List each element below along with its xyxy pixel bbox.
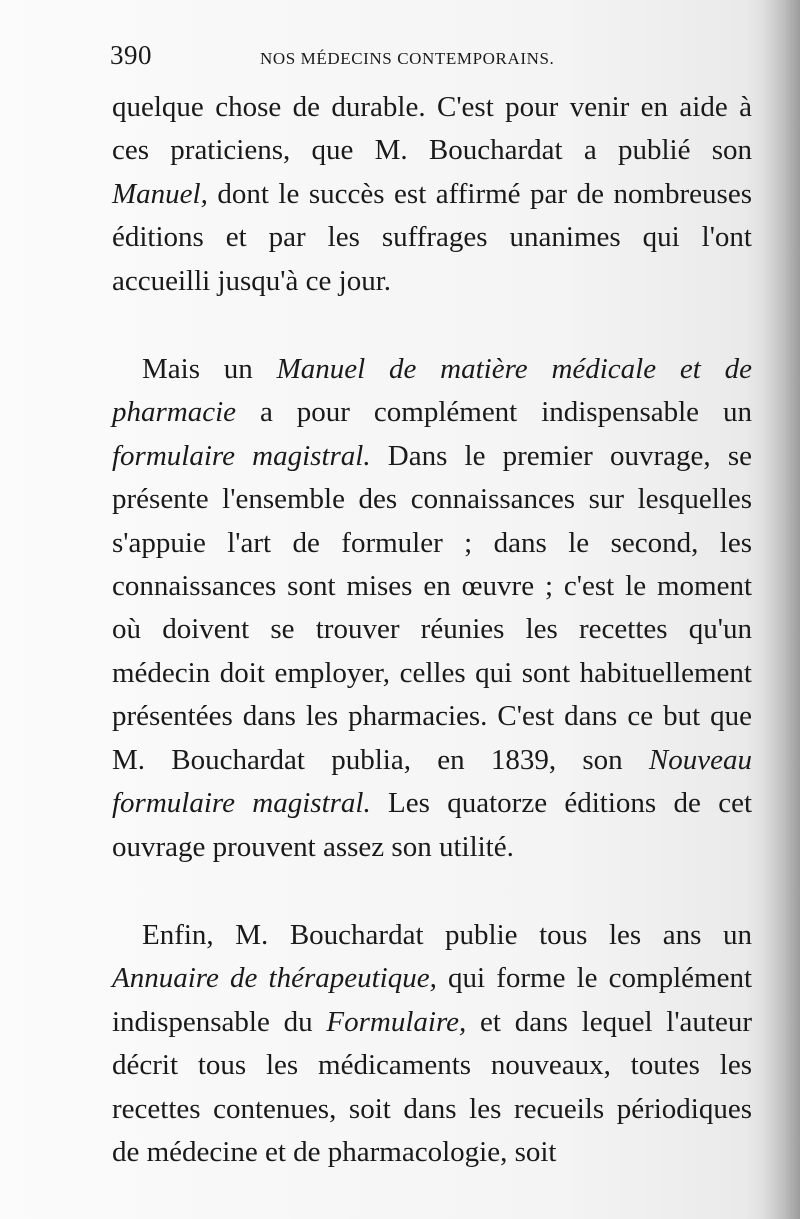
page-header <box>110 40 750 80</box>
paragraph-2-text-2: a pour complément indispensable un <box>236 396 752 429</box>
paragraph-2-text-4: Les quatorze éditions de cet ouvrage prouvent assez son utilité. <box>112 787 752 863</box>
body-text <box>112 86 752 1174</box>
paragraph-1-text-1: quelque chose de durable. C'est pour venir en aide à ces praticiens, que M. Bouchardat a publié son <box>112 91 752 167</box>
paragraph-3-italic-formulaire: Formulaire, <box>326 1005 467 1038</box>
paragraph-1-text-2: dont le succès est affirmé par de nombreuses éditions et par les suffrages unanimes qui l'ont accueilli jusqu'à ce jour. <box>112 177 752 297</box>
paragraph-3-text-1: Enfin, M. Bouchardat publie tous les ans un <box>142 918 752 951</box>
paragraph-1 <box>112 86 752 303</box>
paragraph-3 <box>112 914 752 1174</box>
paragraph-2-text-3: Dans le premier ouvrage, se présente l'ensemble des connaissances sur lesquelles s'appuie l'art de formuler ; dans le second, les connaissances sont mises en œuvre ; c'est le moment où doivent se trouver réunies les recettes qu'un médecin doit employer, celles qui sont habituellement présentées dans les pharmacies. C'est dans ce but que M. Bouchardat publia, en 1839, son <box>112 439 752 776</box>
paragraph-2-italic-manuel-title: Manuel de matière médicale et de pharmacie <box>112 353 752 429</box>
page-number: 390 <box>110 40 152 70</box>
paragraph-3-text-2: qui forme le complément indispensable du <box>112 962 752 1038</box>
paragraph-3-italic-annuaire: Annuaire de thérapeutique, <box>112 962 437 995</box>
paragraph-2-text-1: Mais un <box>142 353 277 386</box>
paragraph-2-italic-nouveau-formulaire: Nouveau formulaire magistral. <box>112 743 752 820</box>
page-edge-shadow <box>762 0 800 1219</box>
paragraph-3-text-3: et dans lequel l'auteur décrit tous les médicaments nouveaux, toutes les recettes contenues, soit dans les recueils périodiques de médecine et de pharmacologie, soit <box>112 1005 753 1168</box>
running-title: NOS MÉDECINS CONTEMPORAINS. <box>260 49 555 68</box>
paragraph-2-italic-formulaire: formulaire magistral. <box>112 439 371 472</box>
paragraph-2 <box>112 348 752 869</box>
paragraph-1-italic-manuel: Manuel, <box>112 177 208 210</box>
